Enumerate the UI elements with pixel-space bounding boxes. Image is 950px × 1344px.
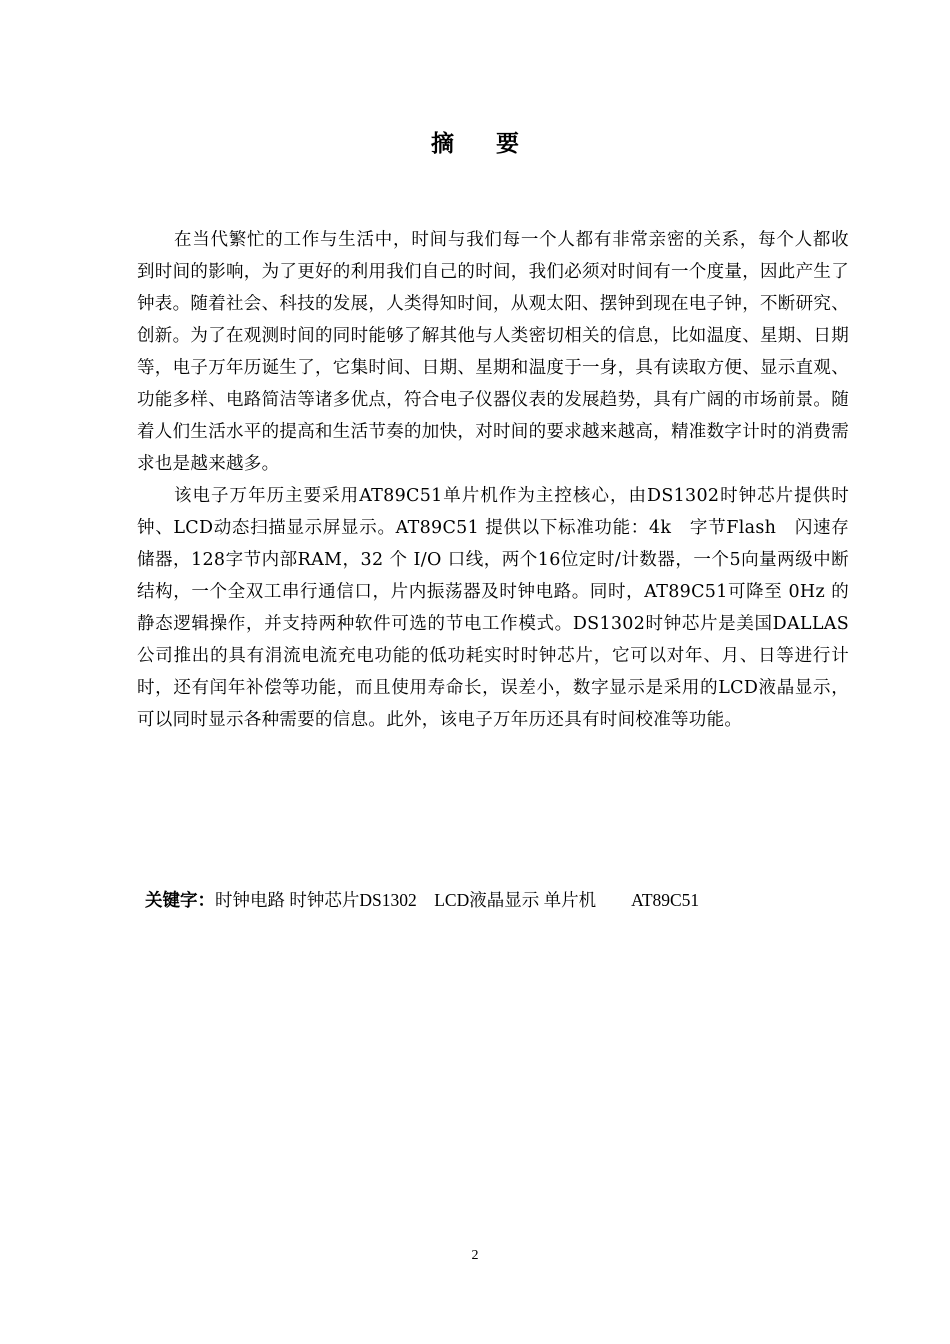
abstract-paragraph-1: 在当代繁忙的工作与生活中，时间与我们每一个人都有非常亲密的关系，每个人都收到时间的影响，为了更好的利用我们自己的时间，我们必须对时间有一个度量，因此产生了钟表。随着社会、科技的发展，人类得知时间，从观太阳、摆钟到现在电子钟，不断研究、创新。为了在观测时间的同时能够了解其他与人类密切相关的信息，比如温度、星期、日期等，电子万年历诞生了，它集时间、日期、星期和温度于一身，具有读取方便、显示直观、功能多样、电路简洁等诸多优点，符合电子仪器仪表的发展趋势，具有广阔的市场前景。随着人们生活水平的提高和生活节奏的加快，对时间的要求越来越高，精准数字计时的消费需求也是越来越多。 — [137, 230, 849, 474]
page-number: 2 — [471, 1248, 479, 1263]
page-title: 摘要 — [431, 131, 561, 157]
keywords-line — [145, 884, 865, 917]
abstract-body — [137, 224, 849, 736]
keywords-label: 关键字： — [145, 891, 215, 911]
abstract-paragraph-2: 该电子万年历主要采用AT89C51单片机作为主控核心，由DS1302时钟芯片提供时钟、LCD动态扫描显示屏显示。AT89C51 提供以下标准功能：4k 字节Flash 闪速存储器，128字节内部RAM，32 个 I/O 口线，两个16位定时/计数器，一个5向量两级中断结构，一个全双工串行通信口，片内振荡器及时钟电路。同时，AT89C51可降至 0Hz 的静态逻辑操作，并支持两种软件可选的节电工作模式。DS1302时钟芯片是美国DALLAS公司推出的具有涓流电流充电功能的低功耗实时时钟芯片，它可以对年、月、日等进行计时，还有闰年补偿等功能，而且使用寿命长，误差小，数字显示是采用的LCD液晶显示，可以同时显示各种需要的信息。此外，该电子万年历还具有时间校准等功能。 — [137, 486, 849, 730]
keywords-values: 时钟电路 时钟芯片DS1302 LCD液晶显示 单片机 AT89C51 — [215, 890, 700, 910]
